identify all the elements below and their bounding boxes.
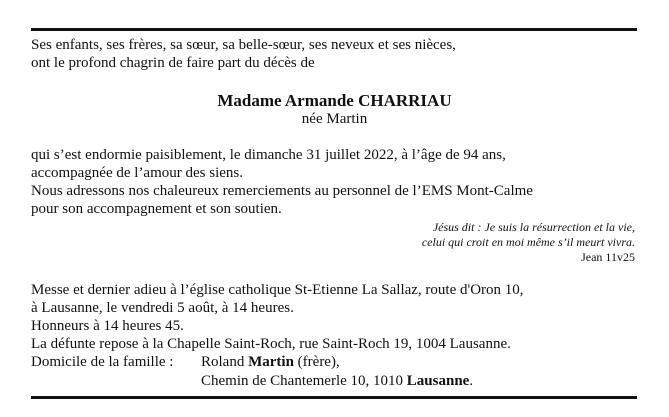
family-contact-first-name: Roland	[201, 354, 245, 370]
family-contact-last-name: Martin	[248, 354, 294, 370]
ceremony-line-4: La défunte repose à la Chapelle Saint-Roch, rue Saint-Roch 19, 1004 Lausanne.	[31, 336, 511, 352]
intro-line-1: Ses enfants, ses frères, sa sœur, sa belle-sœur, ses neveux et ses nièces,	[31, 37, 456, 53]
body-line-1: qui s’est endormie paisiblement, le dimanche 31 juillet 2022, à l’âge de 94 ans,	[31, 147, 506, 163]
family-city: Lausanne	[406, 373, 470, 389]
top-rule	[31, 28, 637, 31]
quote-line-2: celui qui croit en moi même s’il meurt vivra.	[421, 235, 635, 249]
intro-line-2: ont le profond chagrin de faire part du décès de	[31, 55, 315, 71]
quote-line-1: Jésus dit : Je suis la résurrection et la vie,	[432, 220, 635, 234]
family-contact	[201, 353, 340, 371]
family-street: Chemin de Chantemerle 10, 1010	[201, 373, 404, 389]
ceremony-line-3: Honneurs à 14 heures 45.	[31, 318, 184, 334]
body-line-2: accompagnée de l’amour des siens.	[31, 165, 243, 181]
family-address-label: Domicile de la famille :	[31, 354, 174, 370]
bottom-rule	[31, 396, 637, 399]
ceremony-line-2: à Lausanne, le vendredi 5 août, à 14 heures.	[31, 300, 294, 316]
ceremony-line-1: Messe et dernier adieu à l’église catholique St-Etienne La Sallaz, route d'Oron 10,	[31, 282, 524, 298]
family-contact-relation: (frère),	[297, 354, 340, 370]
family-street-address	[201, 372, 473, 390]
deceased-name: Madame Armande CHARRIAU	[217, 91, 452, 110]
family-city-suffix: .	[469, 373, 474, 389]
body-line-3: Nous adressons nos chaleureux remerciements au personnel de l’EMS Mont-Calme	[31, 183, 533, 199]
deceased-maiden-name: née Martin	[301, 111, 368, 127]
quote-reference: Jean 11v25	[581, 250, 635, 264]
body-line-4: pour son accompagnement et son soutien.	[31, 201, 282, 217]
